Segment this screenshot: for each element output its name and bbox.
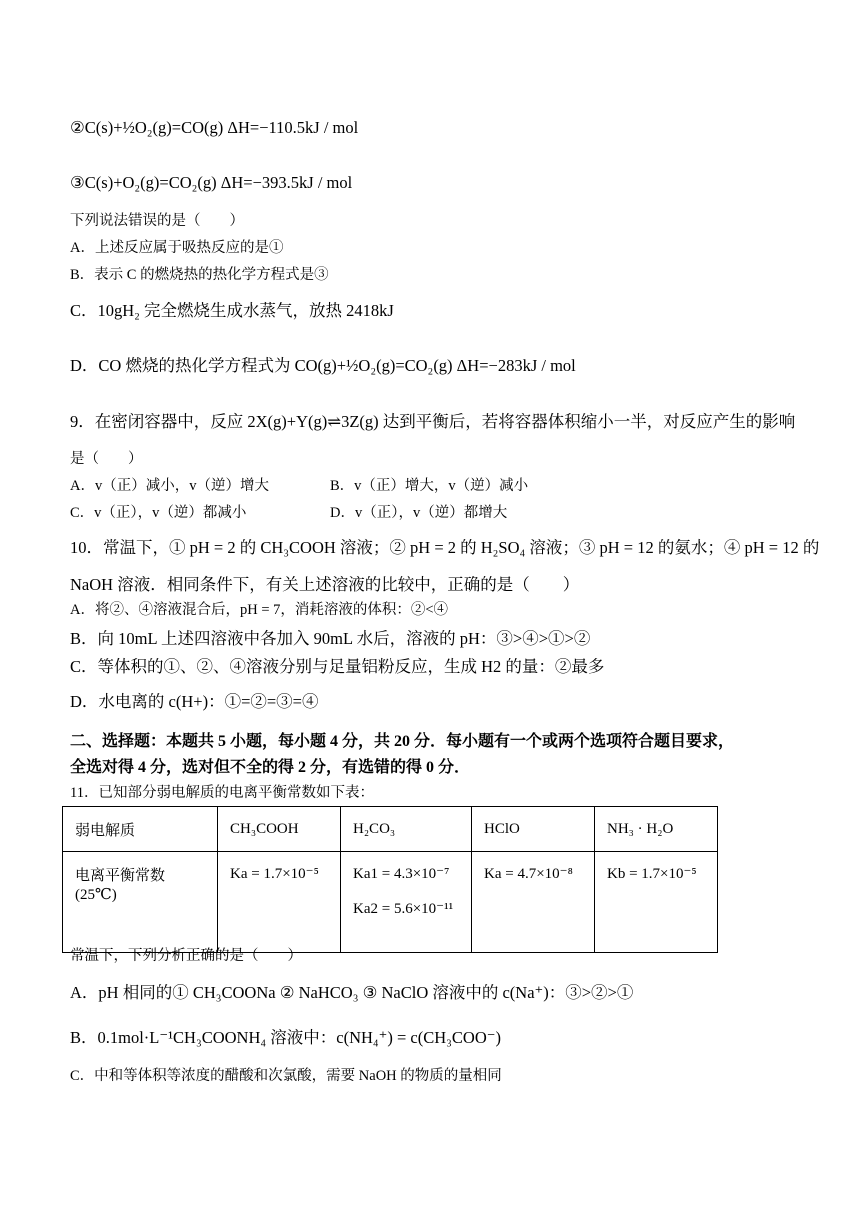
q10-option-a: A．将②、④溶液混合后，pH = 7，消耗溶液的体积：②<④ (70, 602, 449, 618)
q10-stem-line1: 10．常温下，① pH = 2 的 CH₃COOH 溶液；② pH = 2 的 H₂SO₄ 溶液；③ pH = 12 的氨水；④ pH = 12 的 (70, 538, 820, 557)
q11-stem: 11．已知部分弱电解质的电离平衡常数如下表： (70, 785, 374, 801)
h2co3-ka-cell (341, 852, 472, 953)
q9-stem-line1: 9．在密闭容器中，反应 2X(g)+Y(g)⇌3Z(g) 达到平衡后，若将容器体积缩小一半，对反应产生的影响 (70, 412, 796, 431)
q8-option-a: A．上述反应属于吸热反应的是① (70, 240, 284, 256)
q11-option-b: B．0.1mol·L⁻¹CH₃COONH₄ 溶液中：c(NH₄⁺) = c(CH₃COO⁻) (70, 1028, 501, 1047)
q10-stem-line2: NaOH 溶液．相同条件下，有关上述溶液的比较中，正确的是（ ） (70, 575, 580, 594)
q8-stem: 下列说法错误的是（ ） (70, 213, 244, 229)
table-cell: CH₃COOH (218, 807, 341, 852)
q8-option-c: C．10gH₂ 完全燃烧生成水蒸气，放热 2418kJ (70, 301, 394, 320)
q9-option-b: B．v（正）增大，v（逆）减小 (330, 478, 529, 494)
h2co3-ka1: Ka1 = 4.3×10⁻⁷ (353, 866, 450, 882)
table-row-label: 电离平衡常数(25℃) (63, 852, 218, 953)
q9-option-c: C．v（正），v（逆）都减小 (70, 505, 247, 521)
q10-option-d: D．水电离的 c(H+)：①=②=③=④ (70, 692, 319, 711)
q9-option-a: A．v（正）减小，v（逆）增大 (70, 478, 269, 494)
ch3cooh-ka: Ka = 1.7×10⁻⁵ (218, 852, 341, 953)
table-cell: HClO (472, 807, 595, 852)
section-2-heading-line1: 二、选择题：本题共 5 小题，每小题 4 分，共 20 分．每小题有一个或两个选项符合题目要求， (70, 733, 735, 750)
h2co3-ka2: Ka2 = 5.6×10⁻¹¹ (353, 901, 454, 917)
nh3-kb: Kb = 1.7×10⁻⁵ (595, 852, 718, 953)
equation-3: ③C(s)+O₂(g)=CO₂(g) ΔH=−393.5kJ / mol (70, 173, 353, 192)
table-row (63, 852, 718, 953)
q10-option-b: B．向 10mL 上述四溶液中各加入 90mL 水后，溶液的 pH：③>④>①>② (70, 629, 591, 648)
table-cell: H₂CO₃ (341, 807, 472, 852)
q9-stem-line2: 是（ ） (70, 451, 143, 467)
equation-2: ②C(s)+½O₂(g)=CO(g) ΔH=−110.5kJ / mol (70, 118, 359, 137)
q8-option-b: B．表示 C 的燃烧热的热化学方程式是③ (70, 267, 329, 283)
section-2-heading-line2: 全选对得 4 分，选对但不全的得 2 分，有选错的得 0 分． (70, 759, 471, 776)
table-header-row (63, 807, 718, 852)
q8-option-d: D．CO 燃烧的热化学方程式为 CO(g)+½O₂(g)=CO₂(g) ΔH=−283kJ / mol (70, 356, 576, 375)
q11-option-c: C．中和等体积等浓度的醋酸和次氯酸，需要 NaOH 的物质的量相同 (70, 1068, 502, 1084)
q11-option-a: A．pH 相同的① CH₃COONa ② NaHCO₃ ③ NaClO 溶液中的 c(Na⁺)：③>②>① (70, 983, 634, 1002)
table-cell: NH₃ · H₂O (595, 807, 718, 852)
q10-option-c: C．等体积的①、②、④溶液分别与足量铝粉反应，生成 H2 的量：②最多 (70, 657, 605, 676)
hclo-ka: Ka = 4.7×10⁻⁸ (472, 852, 595, 953)
ionization-constant-table (62, 806, 718, 953)
table-cell: 弱电解质 (63, 807, 218, 852)
q9-option-d: D．v（正），v（逆）都增大 (330, 505, 508, 521)
q11-after-table: 常温下，下列分析正确的是（ ） (70, 948, 302, 964)
